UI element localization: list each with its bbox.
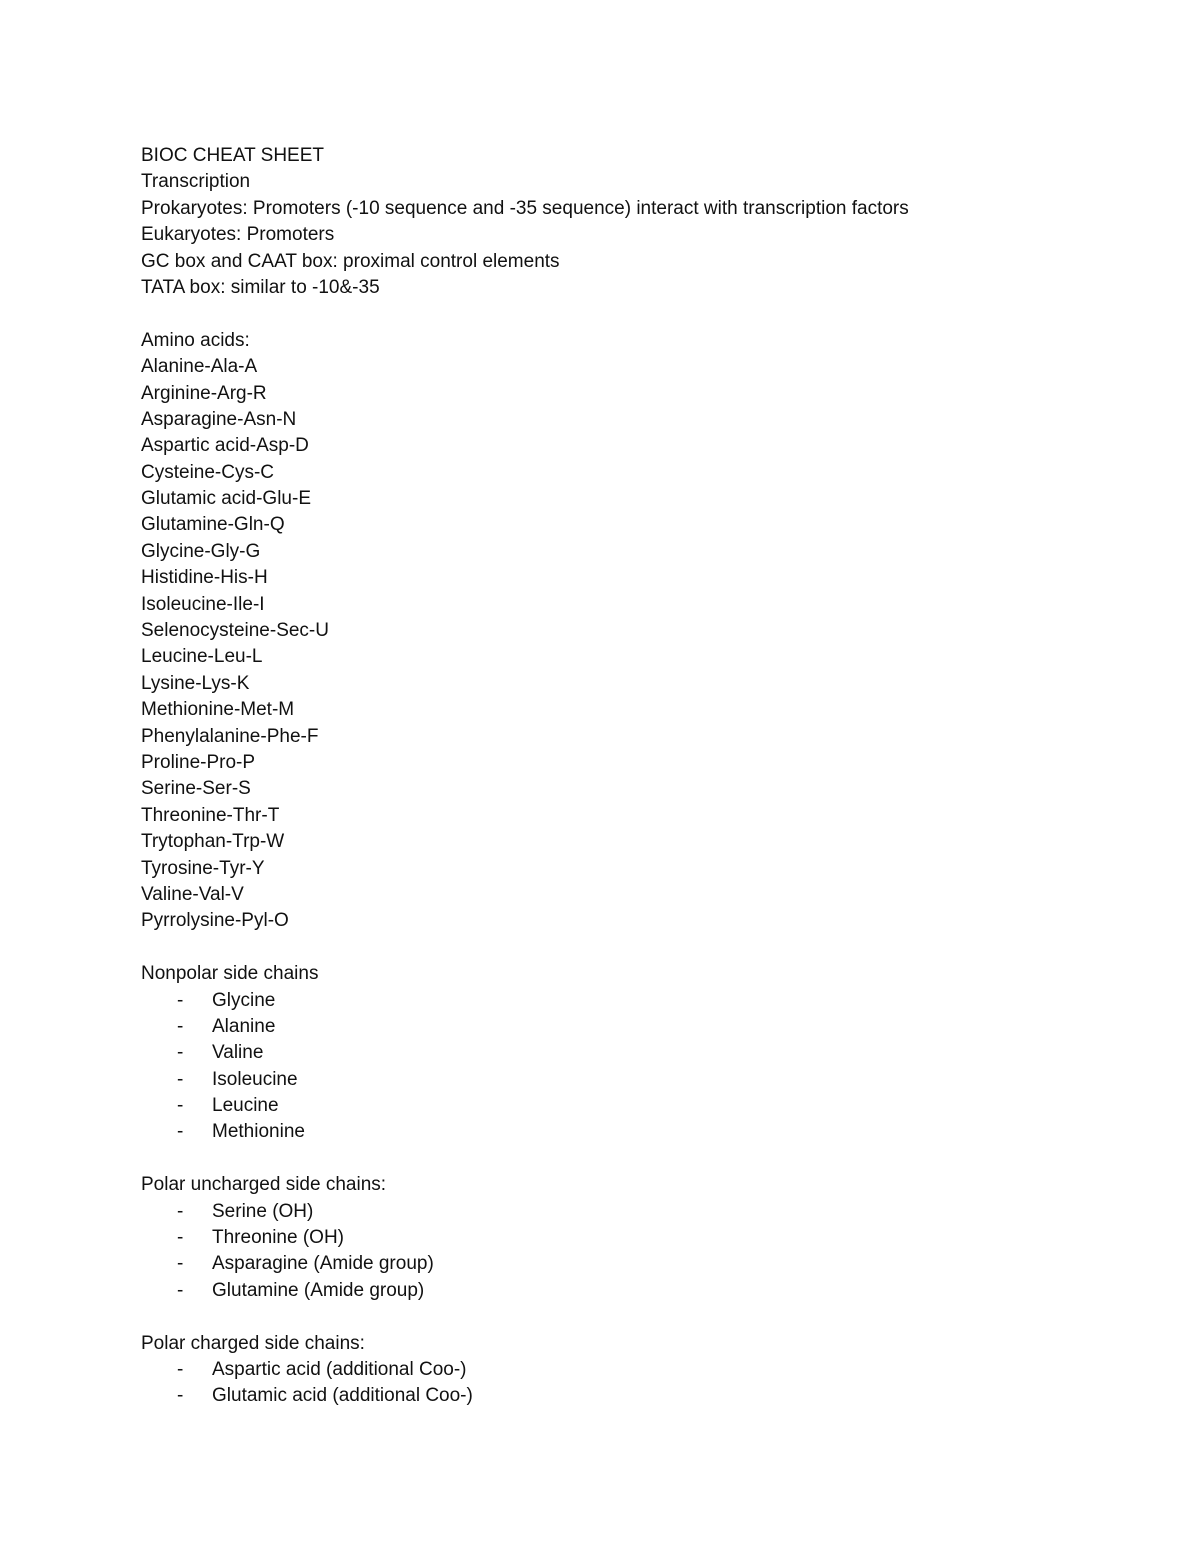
list-item-text: Asparagine (Amide group) bbox=[212, 1253, 434, 1275]
amino-acid-item: Trytophan-Trp-W bbox=[141, 831, 285, 853]
transcription-heading: Transcription bbox=[141, 171, 251, 193]
amino-acid-item: Selenocysteine-Sec-U bbox=[141, 620, 329, 642]
bullet-dash: - bbox=[177, 1095, 184, 1117]
list-item bbox=[141, 1067, 1141, 1093]
amino-acid-item: Serine-Ser-S bbox=[141, 778, 251, 800]
polar-charged-list bbox=[141, 1357, 1141, 1410]
amino-acid-item: Glycine-Gly-G bbox=[141, 540, 261, 562]
list-item bbox=[141, 1093, 1141, 1119]
transcription-line: GC box and CAAT box: proximal control elements bbox=[141, 250, 560, 272]
document-title: BIOC CHEAT SHEET bbox=[141, 145, 324, 166]
nonpolar-heading: Nonpolar side chains bbox=[141, 963, 319, 985]
bullet-dash: - bbox=[177, 989, 184, 1011]
list-item bbox=[141, 1383, 1141, 1409]
bullet-dash: - bbox=[177, 1121, 184, 1143]
amino-acid-item: Proline-Pro-P bbox=[141, 751, 256, 773]
list-item-text: Serine (OH) bbox=[212, 1200, 314, 1222]
list-item bbox=[141, 1014, 1141, 1040]
amino-acid-item: Tyrosine-Tyr-Y bbox=[141, 857, 265, 879]
list-item-text: Alanine bbox=[212, 1015, 276, 1037]
bullet-dash: - bbox=[177, 1385, 184, 1407]
amino-acid-item: Alanine-Ala-A bbox=[141, 356, 258, 378]
amino-acid-item: Methionine-Met-M bbox=[141, 699, 295, 721]
transcription-line: TATA box: similar to -10&-35 bbox=[141, 276, 380, 298]
list-item bbox=[141, 1278, 1141, 1304]
amino-acid-list bbox=[141, 354, 1141, 935]
list-item-text: Glycine bbox=[212, 989, 276, 1011]
amino-acid-item: Aspartic acid-Asp-D bbox=[141, 435, 309, 457]
amino-acid-item: Asparagine-Asn-N bbox=[141, 408, 297, 430]
amino-acid-item: Pyrrolysine-Pyl-O bbox=[141, 910, 289, 932]
bullet-dash: - bbox=[177, 1227, 184, 1249]
list-item bbox=[141, 1119, 1141, 1145]
list-item bbox=[141, 1199, 1141, 1225]
blank-line bbox=[141, 301, 1141, 327]
list-item-text: Leucine bbox=[212, 1095, 279, 1117]
bullet-dash: - bbox=[177, 1015, 184, 1037]
blank-line bbox=[141, 1304, 1141, 1330]
bullet-dash: - bbox=[177, 1279, 184, 1301]
amino-acids-heading: Amino acids: bbox=[141, 329, 250, 351]
amino-acid-item: Threonine-Thr-T bbox=[141, 804, 280, 826]
amino-acid-item: Glutamine-Gln-Q bbox=[141, 514, 285, 536]
nonpolar-list bbox=[141, 988, 1141, 1146]
polar-charged-heading: Polar charged side chains: bbox=[141, 1332, 365, 1354]
amino-acid-item: Arginine-Arg-R bbox=[141, 382, 267, 404]
list-item bbox=[141, 1251, 1141, 1277]
bullet-dash: - bbox=[177, 1200, 184, 1222]
amino-acid-item: Phenylalanine-Phe-F bbox=[141, 725, 319, 747]
bullet-dash: - bbox=[177, 1253, 184, 1275]
document-page bbox=[141, 143, 1141, 1410]
amino-acid-item: Cysteine-Cys-C bbox=[141, 461, 275, 483]
amino-acid-item: Leucine-Leu-L bbox=[141, 646, 263, 668]
bullet-dash: - bbox=[177, 1068, 184, 1090]
bullet-dash: - bbox=[177, 1358, 184, 1380]
amino-acid-item: Isoleucine-Ile-I bbox=[141, 593, 265, 615]
list-item-text: Threonine (OH) bbox=[212, 1227, 344, 1249]
list-item-text: Methionine bbox=[212, 1121, 305, 1143]
blank-line bbox=[141, 1146, 1141, 1172]
bullet-dash: - bbox=[177, 1042, 184, 1064]
list-item-text: Glutamine (Amide group) bbox=[212, 1279, 425, 1301]
transcription-line: Eukaryotes: Promoters bbox=[141, 224, 335, 246]
list-item-text: Isoleucine bbox=[212, 1068, 298, 1090]
list-item bbox=[141, 1357, 1141, 1383]
list-item bbox=[141, 1225, 1141, 1251]
amino-acid-item: Lysine-Lys-K bbox=[141, 672, 250, 694]
list-item bbox=[141, 1040, 1141, 1066]
list-item-text: Aspartic acid (additional Coo-) bbox=[212, 1358, 467, 1380]
amino-acid-item: Glutamic acid-Glu-E bbox=[141, 488, 311, 510]
polar-uncharged-heading: Polar uncharged side chains: bbox=[141, 1174, 387, 1196]
transcription-line: Prokaryotes: Promoters (-10 sequence and -35 sequence) interact with transcription factors bbox=[141, 197, 909, 219]
list-item bbox=[141, 988, 1141, 1014]
blank-line bbox=[141, 935, 1141, 961]
amino-acid-item: Histidine-His-H bbox=[141, 567, 268, 589]
polar-uncharged-list bbox=[141, 1199, 1141, 1305]
list-item-text: Valine bbox=[212, 1042, 264, 1064]
amino-acid-item: Valine-Val-V bbox=[141, 883, 244, 905]
list-item-text: Glutamic acid (additional Coo-) bbox=[212, 1385, 473, 1407]
